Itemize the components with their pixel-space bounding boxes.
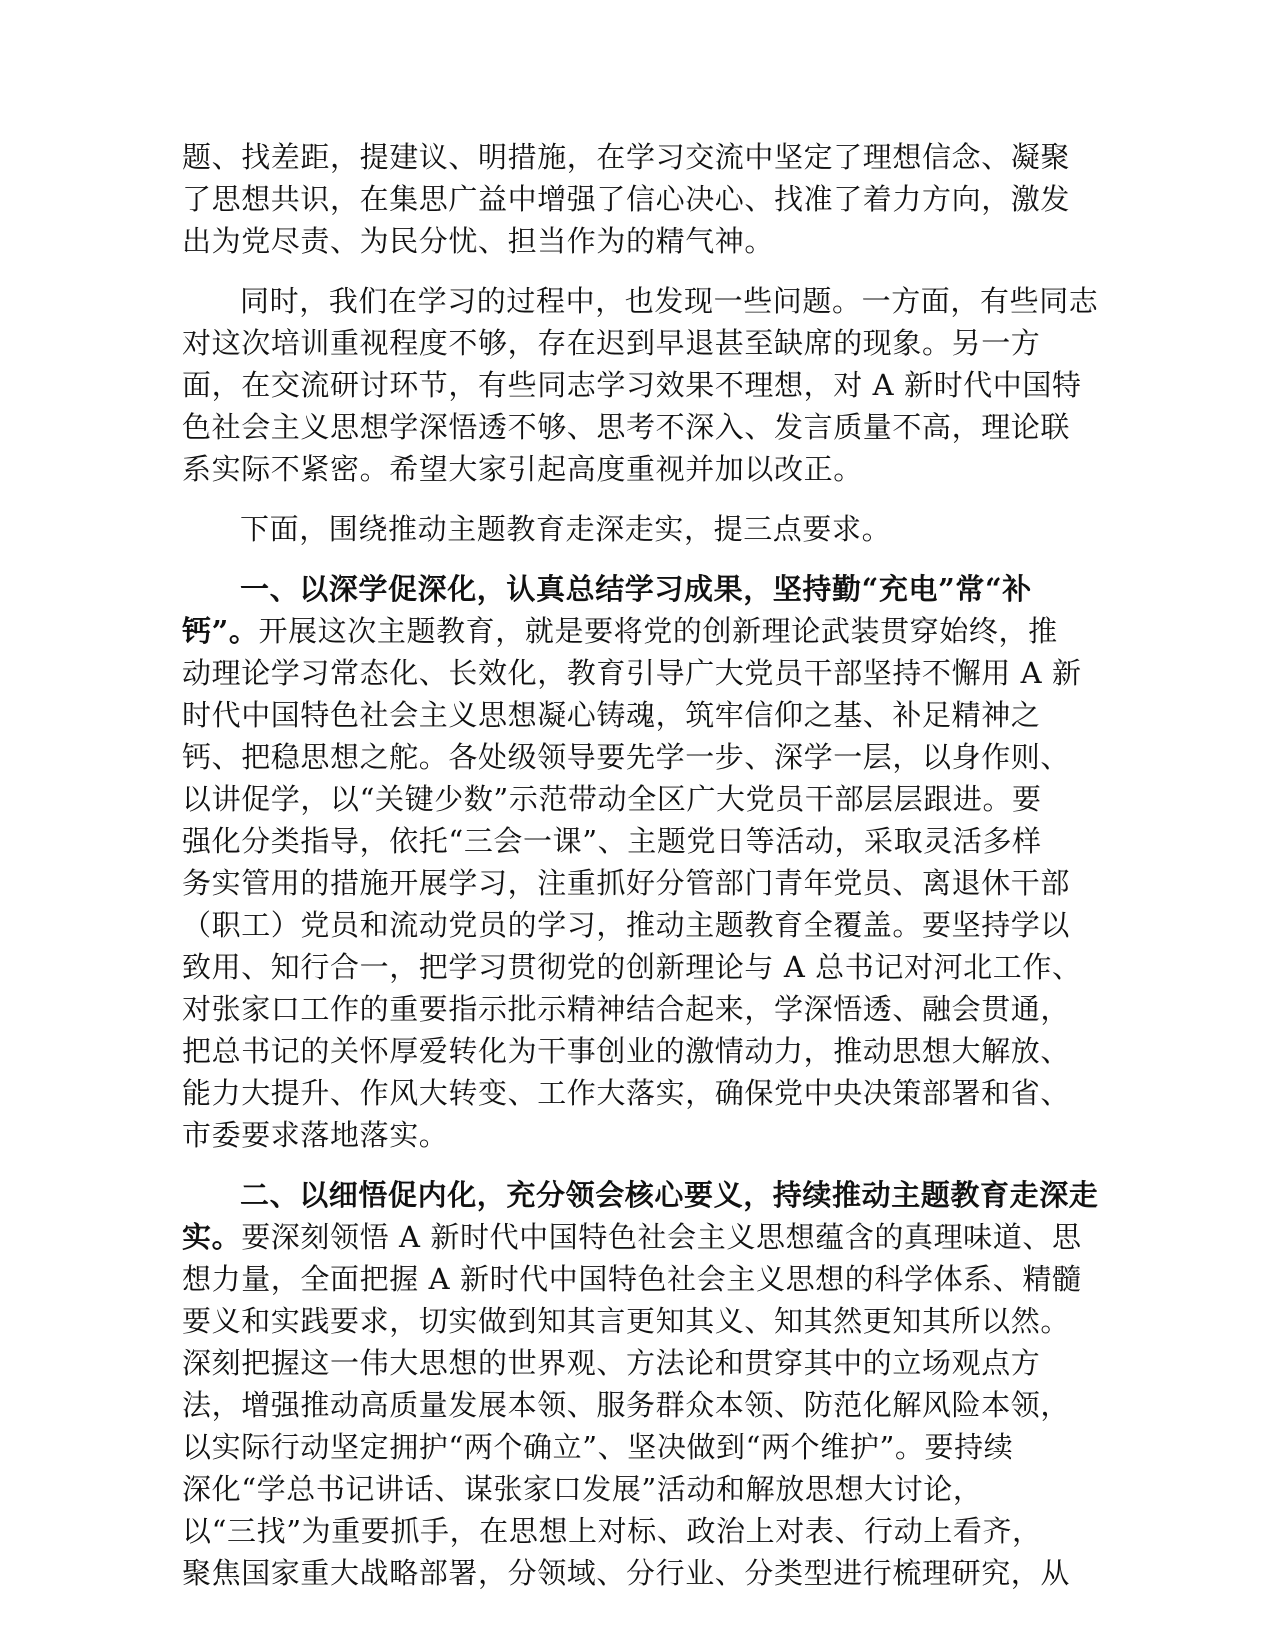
text-line	[182, 1216, 1082, 1258]
text-line: 市委要求落地落实。	[182, 1118, 449, 1152]
text-line: 深化“学总书记讲话、谋张家口发展”活动和解放思想大讨论，	[182, 1472, 983, 1506]
section-1	[182, 568, 1082, 1156]
text-line: 务实管用的措施开展学习，注重抓好分管部门青年党员、离退休干部	[182, 866, 1071, 900]
text-line: 钙、把稳思想之舵。各处级领导要先学一步、深学一层，以身作则、	[182, 740, 1071, 774]
text-line: 色社会主义思想学深悟透不够、思考不深入、发言质量不高，理论联	[182, 410, 1071, 444]
text-line: 对这次培训重视程度不够，存在迟到早退甚至缺席的现象。另一方	[182, 326, 1041, 360]
section-body-start: 开展这次主题教育，就是要将党的创新理论武装贯穿始终，推	[258, 614, 1058, 648]
text-line: 把总书记的关怀厚爱转化为干事创业的激情动力，推动思想大解放、	[182, 1034, 1071, 1068]
text-line: 出为党尽责、为民分忧、担当作为的精气神。	[182, 224, 775, 258]
text-line: 以讲促学，以“关键少数”示范带动全区广大党员干部层层跟进。要	[182, 782, 1042, 816]
section-2	[182, 1174, 1099, 1594]
text-line: 能力大提升、作风大转变、工作大落实，确保党中央决策部署和省、	[182, 1076, 1071, 1110]
text-line: 深刻把握这一伟大思想的世界观、方法论和贯穿其中的立场观点方	[182, 1346, 1041, 1380]
text-line: 要义和实践要求，切实做到知其言更知其义、知其然更知其所以然。	[182, 1304, 1071, 1338]
text-line: 聚焦国家重大战略部署，分领域、分行业、分类型进行梳理研究，从	[182, 1556, 1071, 1590]
text-line: 系实际不紧密。希望大家引起高度重视并加以改正。	[182, 452, 863, 486]
text-line: 同时，我们在学习的过程中，也发现一些问题。一方面，有些同志	[240, 284, 1099, 318]
section-body-start: 要深刻领悟 A 新时代中国特色社会主义思想蕴含的真理味道、思	[241, 1220, 1082, 1254]
text-line: 动理论学习常态化、长效化，教育引导广大党员干部坚持不懈用 A 新	[182, 656, 1082, 690]
paragraph-2	[182, 280, 1099, 490]
section-heading: 二、以细悟促内化，充分领会核心要义，持续推动主题教育走深走	[240, 1178, 1099, 1212]
paragraph-3	[182, 508, 1082, 550]
text-line: 对张家口工作的重要指示批示精神结合起来，学深悟透、融会贯通，	[182, 992, 1071, 1026]
text-line: 了思想共识，在集思广益中增强了信心决心、找准了着力方向，激发	[182, 182, 1071, 216]
section-heading-tail: 实。	[182, 1220, 242, 1254]
text-line: 题、找差距，提建议、明措施，在学习交流中坚定了理想信念、凝聚	[182, 140, 1071, 174]
text-line: 想力量，全面把握 A 新时代中国特色社会主义思想的科学体系、精髓	[182, 1262, 1082, 1296]
text-line: 强化分类指导，依托“三会一课”、主题党日等活动，采取灵活多样	[182, 824, 1042, 858]
text-line: 以“三找”为重要抓手，在思想上对标、政治上对表、行动上看齐，	[182, 1514, 1042, 1548]
text-line	[182, 610, 1082, 652]
text-line: 面，在交流研讨环节，有些同志学习效果不理想，对 A 新时代中国特	[182, 368, 1082, 402]
document-page	[182, 136, 1099, 1594]
section-heading-tail: 钙”。	[182, 614, 259, 648]
text-line: 致用、知行合一，把学习贯彻党的创新理论与 A 总书记对河北工作、	[182, 950, 1082, 984]
text-line: 下面，围绕推动主题教育走深走实，提三点要求。	[240, 512, 892, 546]
text-line: 法，增强推动高质量发展本领、服务群众本领、防范化解风险本领，	[182, 1388, 1071, 1422]
text-line: 以实际行动坚定拥护“两个确立”、坚决做到“两个维护”。要持续	[182, 1430, 1014, 1464]
paragraph-1	[182, 136, 1082, 262]
text-line: （职工）党员和流动党员的学习，推动主题教育全覆盖。要坚持学以	[182, 908, 1071, 942]
text-line: 时代中国特色社会主义思想凝心铸魂，筑牢信仰之基、补足精神之	[182, 698, 1041, 732]
section-heading: 一、以深学促深化，认真总结学习成果，坚持勤“充电”常“补	[240, 572, 1032, 606]
